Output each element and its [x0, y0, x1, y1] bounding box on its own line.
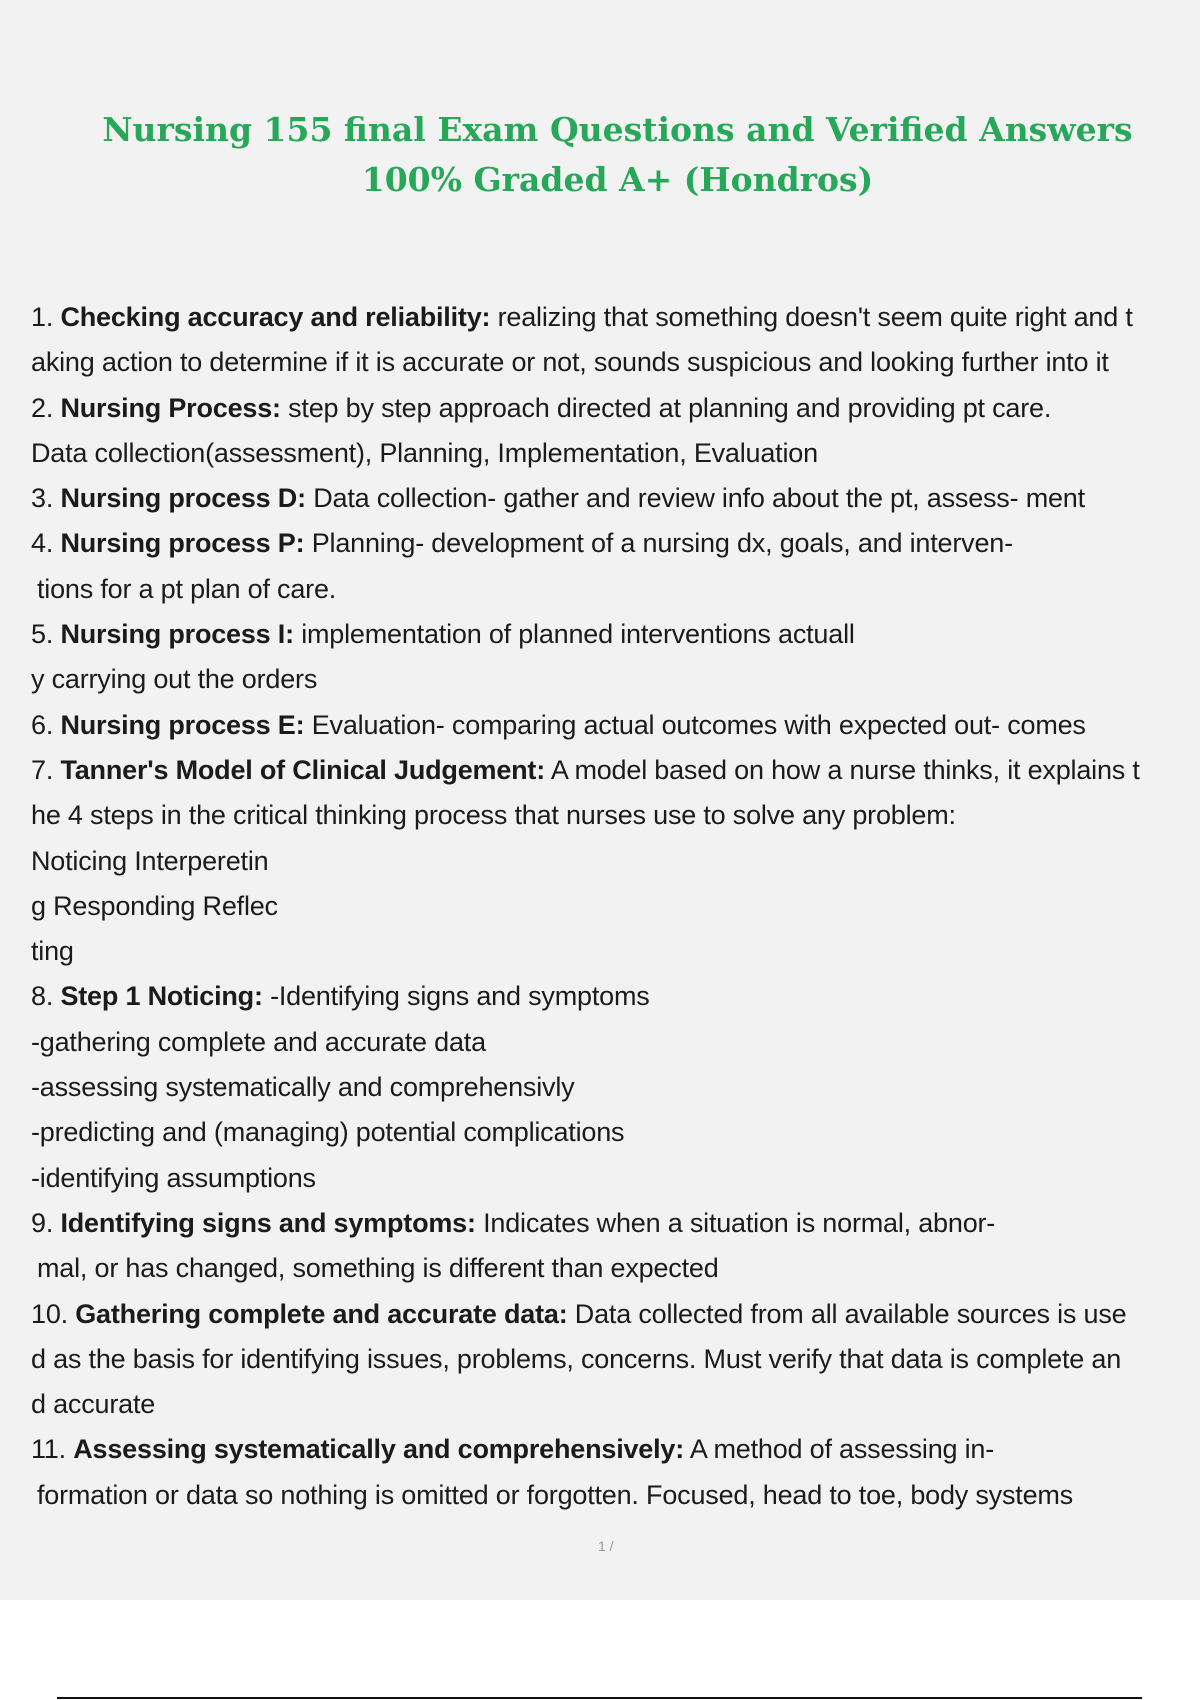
item-continuation: d as the basis for identifying issues, problems, concerns. Must verify that data is complete an: [31, 1343, 1122, 1374]
item-term: Checking accuracy and reliability:: [60, 302, 491, 332]
item-continuation: d accurate: [31, 1389, 156, 1420]
item-continuation: -assessing systematically and comprehensivly: [31, 1072, 575, 1103]
next-page-divider: [57, 1697, 1142, 1699]
item-term: Tanner's Model of Clinical Judgement:: [60, 754, 546, 785]
item-term: Nursing process D:: [60, 483, 306, 514]
qa-item-8: [31, 974, 1200, 1019]
item-continuation: mal, or has changed, something is different than expected: [37, 1253, 719, 1284]
item-number: 6.: [31, 709, 54, 740]
item-continuation: g Responding Reflec: [31, 890, 278, 921]
qa-item-9: [31, 1201, 1200, 1246]
item-number: 9.: [31, 1207, 54, 1238]
item-continuation: Data collection(assessment), Planning, Implementation, Evaluation: [31, 437, 818, 468]
item-definition: implementation of planned interventions actuall: [301, 619, 855, 650]
item-number: 2.: [31, 392, 54, 423]
qa-item-5: [31, 612, 1200, 657]
qa-item-1: [31, 295, 1200, 340]
item-continuation: y carrying out the orders: [31, 664, 318, 695]
item-number: 10.: [31, 1298, 68, 1329]
item-term: Nursing process E:: [60, 709, 305, 740]
item-definition: realizing that something doesn't seem quite right and t: [497, 302, 1133, 332]
title-line-2: 100% Graded A+ (Hondros): [361, 160, 874, 199]
item-number: 3.: [31, 483, 54, 514]
item-continuation: tions for a pt plan of care.: [37, 573, 337, 604]
item-definition: A method of assessing in-: [689, 1434, 995, 1465]
item-term: Gathering complete and accurate data:: [75, 1298, 568, 1329]
qa-item-6: [31, 703, 1200, 748]
item-definition: -Identifying signs and symptoms: [270, 981, 650, 1012]
qa-item-3: [31, 476, 1200, 521]
item-continuation: he 4 steps in the critical thinking process that nurses use to solve any problem:: [31, 800, 956, 831]
item-number: 8.: [31, 981, 54, 1012]
item-definition: A model based on how a nurse thinks, it explains t: [550, 754, 1140, 785]
item-continuation: formation or data so nothing is omitted or forgotten. Focused, head to toe, body systems: [37, 1479, 1073, 1510]
page-number: 1 /: [598, 1538, 614, 1554]
item-continuation: -identifying assumptions: [31, 1162, 316, 1193]
item-number: 11.: [31, 1434, 66, 1465]
document-title: [0, 105, 1200, 205]
qa-item-4: [31, 521, 1200, 566]
item-continuation: Noticing Interperetin: [31, 845, 269, 876]
item-definition: Planning- development of a nursing dx, goals, and interven-: [311, 528, 1013, 559]
item-number: 1.: [31, 302, 54, 332]
item-definition: Indicates when a situation is normal, abnor-: [483, 1207, 996, 1238]
item-definition: Data collected from all available sources is use: [574, 1298, 1127, 1329]
item-term: Step 1 Noticing:: [60, 981, 263, 1012]
item-term: Identifying signs and symptoms:: [60, 1207, 476, 1238]
qa-item-11: [31, 1427, 1200, 1472]
title-line-1: Nursing 155 final Exam Questions and Verified Answers: [102, 110, 1133, 149]
item-number: 5.: [31, 619, 54, 650]
item-number: 4.: [31, 528, 54, 559]
item-term: Nursing process I:: [60, 619, 294, 650]
item-continuation: -predicting and (managing) potential complications: [31, 1117, 625, 1148]
item-definition: Evaluation- comparing actual outcomes with expected out- comes: [311, 709, 1086, 740]
qa-item-2: [31, 386, 1200, 431]
item-continuation: ting: [31, 936, 74, 967]
qa-item-7: [31, 748, 1200, 793]
item-term: Nursing process P:: [60, 528, 305, 559]
item-definition: Data collection- gather and review info about the pt, assess- ment: [313, 483, 1085, 514]
qa-list: [31, 295, 1200, 1518]
item-definition: step by step approach directed at planning and providing pt care.: [288, 392, 1052, 423]
item-number: 7.: [31, 754, 54, 785]
item-term: Nursing Process:: [60, 392, 281, 423]
item-continuation: -gathering complete and accurate data: [31, 1026, 486, 1057]
item-term: Assessing systematically and comprehensively:: [73, 1434, 685, 1465]
item-continuation: aking action to determine if it is accurate or not, sounds suspicious and looking further into it: [31, 347, 1109, 378]
qa-item-10: [31, 1292, 1200, 1337]
